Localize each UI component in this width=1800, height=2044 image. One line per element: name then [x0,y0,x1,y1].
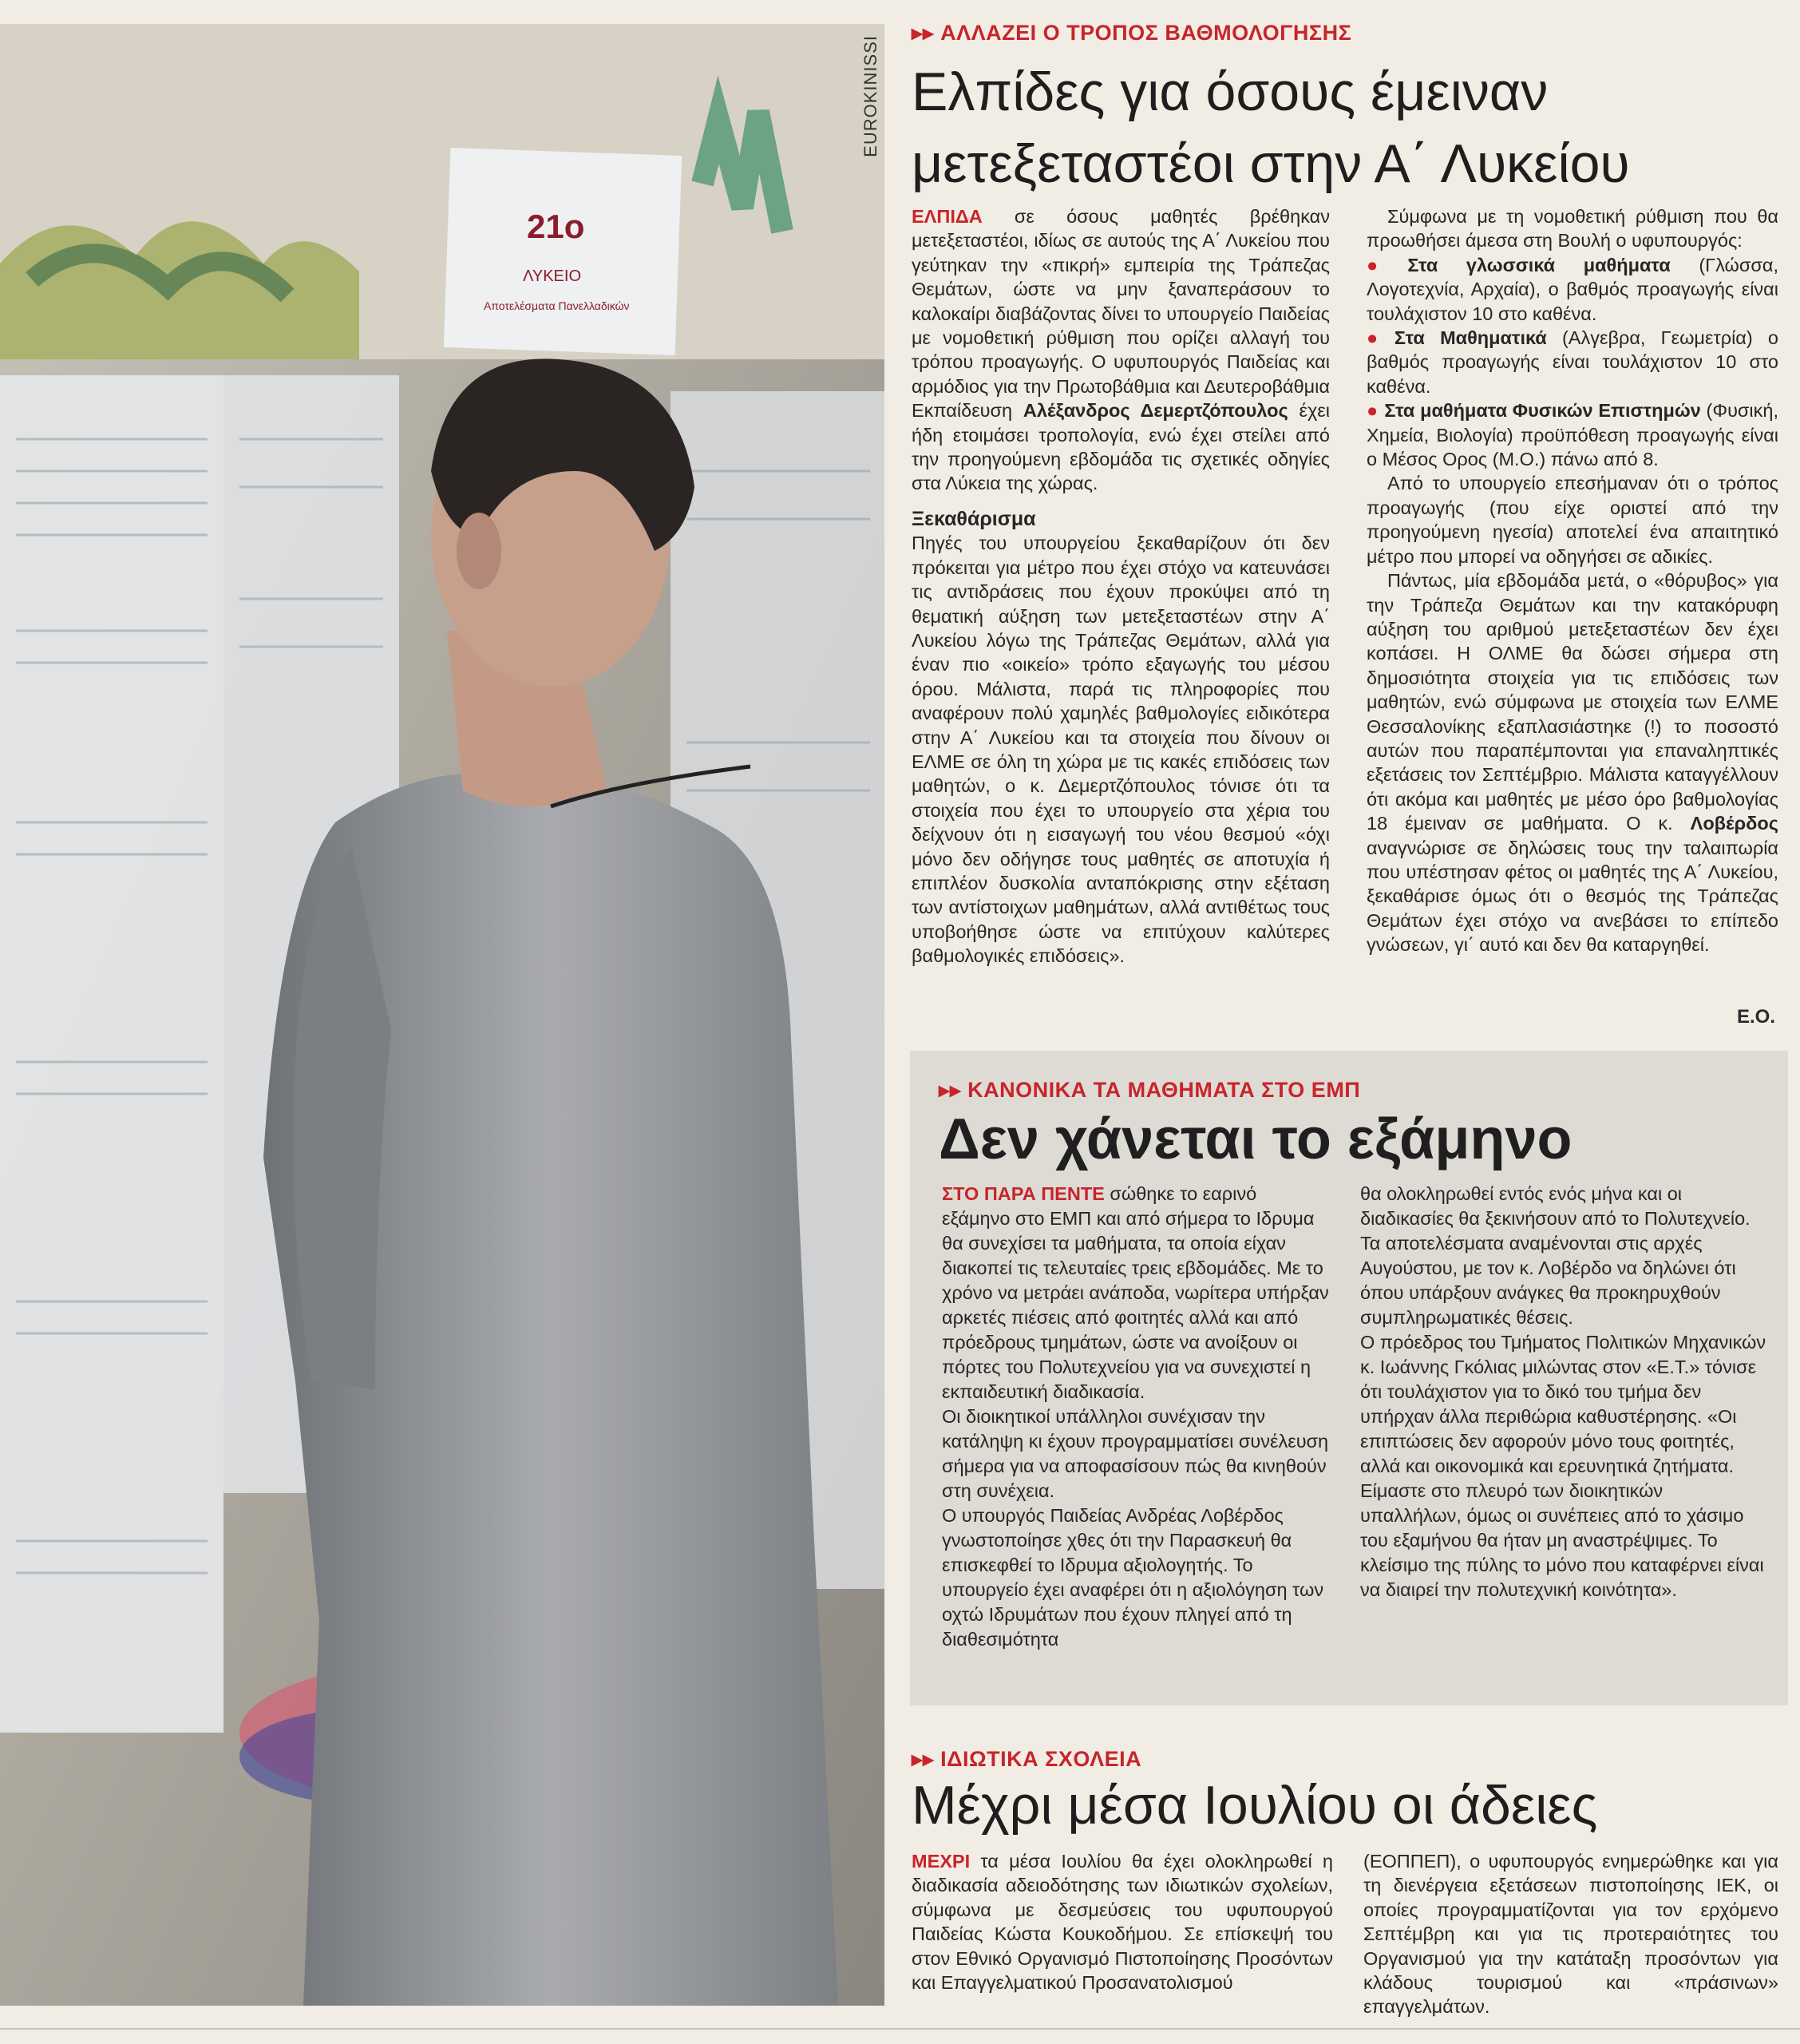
article-grading [912,21,1351,46]
bottom-rule [0,2028,1800,2030]
article1-subhead: Ξεκαθάρισμα [912,507,1036,530]
article1-headline-block [912,56,1790,200]
bullet-icon: ● [1367,400,1379,422]
article2-kicker: ▸▸ ΚΑΝΟΝΙΚΑ ΤΑ ΜΑΘΗΜΑΤΑ ΣΤΟ ΕΜΠ [939,1078,1361,1102]
article1-kicker: ▸▸ ΑΛΛΑΖΕΙ Ο ΤΡΟΠΟΣ ΒΑΘΜΟΛΟΓΗΣΗΣ [912,21,1352,45]
article2-headline: Δεν χάνεται το εξάμηνο [939,1107,1573,1171]
sign-number: 21ο [527,208,585,245]
photo-student-notice-board [0,24,884,2006]
bullet-icon: ● [1367,327,1388,349]
news-photo [0,24,884,2006]
bullet-icon: ● [1367,254,1402,275]
article2-col2: θα ολοκληρωθεί εντός ενός μήνα και οι διαδικασίες θα ξεκινήσουν από το Πολυτεχνείο. Τα αποτελέσματα αναμένονται στις αρχές Αυγούστου, με τον κ. Λοβέρδο να δηλώνει ότι όπου υπάρξουν ανάγκες θα προκηρυχθούν συμπληρωματικές θέσεις. Ο πρόεδρος του Τμήματος Πολιτικών Μηχανικών κ. Ιωάννης Γκόλιας μιλώντας στον «Ε.Τ.» τόνισε ότι τουλάχιστον για το δικό του τμήμα δεν υπήρχαν άλλα περιθώρια καθυστέρησης. «Οι επιπτώσεις δεν αφορούν μόνο τους φοιτητές, αλλά και οικονομικά και ερευνητικά ζητήματα. Είμαστε στο πλευρό των διοικητικών υπαλλήλων, όμως οι συνέπειες από το χάσιμο του εξαμήνου θα ήταν μη αναστρέψιμες. Το κλείσιμο της πύλης το μόνο που καταφέρνει είναι να διαιρεί την πολυτεχνική κοινότητα». [1360,1183,1766,1600]
sign-school: ΛΥΚΕΙΟ [523,267,582,285]
sign-caption: Αποτελέσματα Πανελλαδικών [484,299,630,312]
article1-headline: Ελπίδες για όσους έμειναν μετεξεταστέοι στην Α΄ Λυκείου [912,61,1630,194]
article3-col2: (ΕΟΠΠΕΠ), ο υφυπουργός ενημερώθηκε και για τη διενέργεια εξετάσεων πιστοποίησης ΙΕΚ, οι οποίες προγραμματίζονται για τον ερχόμενο Σεπτέμβρη και για τις προτεραιότητες του Οργανισμού για την κατάταξη προσόντων για κλάδους τουρισμού και «πράσινων» επαγγελμάτων. [1363,1851,1778,2018]
arrows-icon: ▸▸ [912,21,935,45]
article3-headline: Μέχρι μέσα Ιουλίου οι άδειες [912,1775,1598,1836]
arrows-icon: ▸▸ [939,1078,962,1102]
article3-kicker: ▸▸ ΙΔΙΩΤΙΚΑ ΣΧΟΛΕΙΑ [912,1747,1142,1771]
article2-col1: ΣΤΟ ΠΑΡΑ ΠΕΝΤΕ σώθηκε το εαρινό εξάμηνο στο ΕΜΠ και από σήμερα το Ιδρυμα θα συνεχίσει τα μαθήματα, τα οποία είχαν διακοπεί τις τελευταίες τρεις εβδομάδες. Με το χρόνο να μετράει ανάποδα, νωρίτερα υπήρξαν αρκετές πιέσεις από φοιτητές αλλά και από πρόεδρους τμημάτων, ώστε να ανοίξουν οι πόρτες του Πολυτεχνείου για να συνεχιστεί η εκπαιδευτική διαδικασία. Οι διοικητικοί υπάλληλοι συνέχισαν την κατάληψη κι έχουν προγραμματίσει συνέλευση σήμερα για να αποφασίσουν πώς θα κινηθούν στη συνέχεια. Ο υπουργός Παιδείας Ανδρέας Λοβέρδος γνωστοποίησε χθες ότι την Παρασκευή θα επισκεφθεί το Ιδρυμα αξιολογητής. Το υπουργείο έχει αναφέρει ότι η αξιολόγηση των οχτώ Ιδρυμάτων που έχουν πληγεί από τη διαθεσιμότητα [942,1183,1329,1650]
arrows-icon: ▸▸ [912,1747,935,1771]
article3-col1: ΜΕΧΡΙ τα μέσα Ιουλίου θα έχει ολοκληρωθεί η διαδικασία αδειοδότησης των ιδιωτικών σχολείων, σύμφωνα με δεσμεύσεις του υφυπουργού Παιδείας Κώστα Κουκοδήμου. Σε επίσκεψή του στον Εθνικό Οργανισμό Πιστοποίησης Προσόντων και Επαγγελματικού Προσανατολισμού [912,1851,1333,1994]
article1-col2: Σύμφωνα με τη νομοθετική ρύθμιση που θα προωθήσει άμεσα στη Βουλή ο υφυπουργός: ● Στα γλωσσικά μαθήματα (Γλώσσα, Λογοτεχνία, Αρχαία), ο βαθμός προαγωγής είναι τουλάχιστον 10 στο καθένα. ● Στα Μαθηματικά (Αλγεβρα, Γεωμετρία) ο βαθμός προαγωγής είναι τουλάχιστον 10 στο καθένα. ● Στα μαθήματα Φυσικών Επιστημών (Φυσική, Χημεία, Βιολογία) προϋπόθεση προαγωγής είναι ο Μέσος Ορος (Μ.Ο.) πάνω από 8. Από το υπουργείο επεσήμαναν ότι ο τρόπος προαγωγής (που είχε οριστεί από την προηγούμενη ηγεσία) αποτελεί ένα απαιτητικό μέτρο που μπορεί να οδηγήσει σε αδικίες. Πάντως, μία εβδομάδα μετά, ο «θόρυβος» για την Τράπεζα Θεμάτων και την κατακόρυφη αύξηση του αριθμού μετεξεταστέων δεν έχει κοπάσει. Η ΟΛΜΕ θα δώσει σήμερα στη δημοσιότητα στοιχεία για τις επιδόσεις των μαθητών, ενώ σύμφωνα με στοιχεία των ΕΛΜΕ Θεσσαλονίκης εξαπλασιάστηκε (!) το ποσοστό αυτών που παραπέμπονται για επαναληπτικές εξετάσεις τον Σεπτέμβριο. Μάλιστα καταγγέλλουν ότι ακόμα και μαθητές με μέσο όρο βαθμολογίας 18 έμειναν σε μαθήματα. Ο κ. Λοβέρδος αναγνώρισε σε δηλώσεις τους την ταλαιπωρία που υπέστησαν φέτος οι μαθητές της Α΄ Λυκείου, ξεκαθάρισε όμως ότι ο θεσμός της Τράπεζας Θεμάτων έχει στόχο να ανεβάσει το επίπεδο γνώσεων, γι΄ αυτό και δεν θα καταργηθεί. [1367,206,1779,956]
photo-credit: EUROKINISSI [860,35,880,157]
article1-col1: ΕΛΠΙΔΑ σε όσους μαθητές βρέθηκαν μετεξεταστέοι, ιδίως σε αυτούς της Α΄ Λυκείου που γεύτηκαν την «πικρή» εμπειρία της Τράπεζας Θεμάτων, ώστε να μην ξαναπεράσουν το καλοκαίρι διαβάζοντας δίνει το υπουργείο Παιδείας με νομοθετική ρύθμιση που ορίζει αλλαγή του τρόπου προαγωγής. Ο υφυπουργός Παιδείας και αρμόδιος για την Πρωτοβάθμια και Δευτεροβάθμια Εκπαίδευση Αλέξανδρος Δεμερτζόπουλος έχει ήδη ετοιμάσει τροπολογία, ενώ έχει στείλει από την προηγούμενη εβδομάδα τις σχετικές οδηγίες στα Λύκεια της χώρας. Ξεκαθάρισμα Πηγές του υπουργείου ξεκαθαρίζουν ότι δεν πρόκειται για μέτρο που έχει στόχο να κατευνάσει τις αντιδράσεις που έχουν προκύψει από τη θεματική αύξηση των μετεξεταστέων στην Α΄ Λυκείου λόγω της Τράπεζας Θεμάτων, αλλά για έναν πιο «οικείο» τρόπο εξαγωγής του μέσου όρου. Μάλιστα, παρά τις πληροφορίες που αναφέρουν πολύ χαμηλές βαθμολογίες ειδικότερα στην Α΄ Λυκείου και τα στοιχεία που δίνουν οι ΕΛΜΕ σε όλη τη χώρα με τις κακές επιδόσεις των μαθητών, ο κ. Δεμερτζόπουλος τόνισε ότι τα στοιχεία που έχει το υπουργείο στα χέρια του δείχνουν ότι η εισαγωγή του νέου θεσμού «όχι μόνο δεν οδήγησε τους μαθητές σε αποτυχία ή επιπλέον δυσκολία ανταπόκρισης στην εξέταση των αντίστοιχων μαθημάτων, αλλά αντιθέτως τους υποβοήθησε ώστε να επιτύχουν καλύτερες βαθμολογικές επιδόσεις». [912,206,1330,967]
article1-signature: Ε.Ο. [1737,1006,1776,1028]
